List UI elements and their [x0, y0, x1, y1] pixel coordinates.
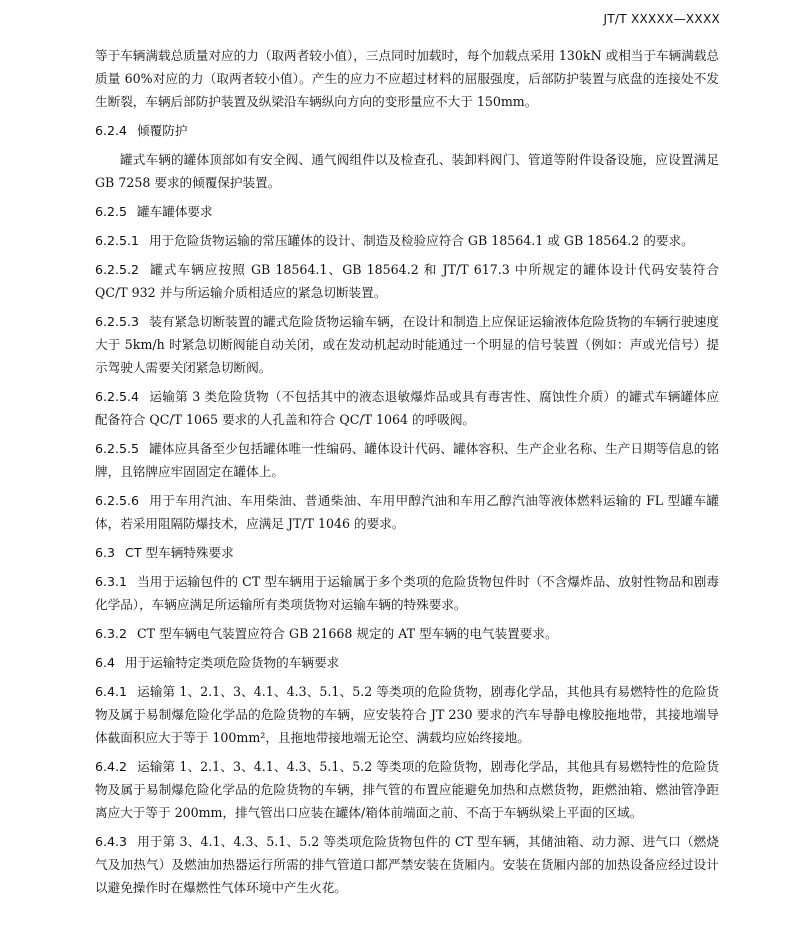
paragraph-text: 用于车用汽油、车用柴油、普通柴油、车用甲醇汽油和车用乙醇汽油等液体燃料运输的 FL 型罐车罐体，若采用阻隔防爆技术，应满足 JT/T 1046 的要求。 — [95, 493, 719, 531]
paragraph — [95, 385, 719, 431]
paragraph-text: 用于第 3、4.1、4.3、5.1、5.2 等类项危险货物包件的 CT 型车辆，其储油箱、动力源、进气口（燃烧气及加热气）及燃油加热器运行所需的排气管道口都严禁安装在货厢内。安装在货厢内部的加热设备应经过设计以避免操作时在爆燃性气体环境中产生火花。 — [95, 834, 719, 895]
clause-number: 6.3 — [95, 545, 116, 560]
clause-number: 6.3.1 — [95, 574, 128, 589]
clause-number: 6.3.2 — [95, 626, 128, 641]
paragraph — [95, 310, 719, 379]
clause-number: 6.4.2 — [95, 759, 128, 774]
clause-number: 6.2.5.6 — [95, 493, 140, 508]
clause-number: 6.2.5.3 — [95, 314, 140, 329]
section-heading — [95, 651, 719, 674]
heading-text: CT 型车辆特殊要求 — [125, 545, 234, 560]
section-heading — [95, 200, 719, 223]
paragraph — [95, 489, 719, 535]
clause-number: 6.4.1 — [95, 684, 128, 699]
paragraph — [95, 622, 719, 645]
clause-number: 6.2.5.2 — [95, 262, 140, 277]
paragraph-text: 装有紧急切断装置的罐式危险货物运输车辆，在设计和制造上应保证运输液体危险货物的车辆行驶速度大于 5km/h 时紧急切断阀能自动关闭，或在发动机起动时能通过一个明显的信号装置（例如：声或光信号）提示驾驶人需要关闭紧急切断阀。 — [95, 314, 719, 375]
section-heading — [95, 541, 719, 564]
document-code-header: JT/T XXXXX—XXXX — [603, 12, 720, 26]
paragraph-text: CT 型车辆电气装置应符合 GB 21668 规定的 AT 型车辆的电气装置要求。 — [137, 626, 558, 641]
paragraph — [95, 148, 719, 194]
paragraph-text: 罐式车辆的罐体顶部如有安全阀、通气阀组件以及检查孔、装卸料阀门、管道等附件设备设施，应设置满足 GB 7258 要求的倾覆保护装置。 — [95, 152, 719, 190]
heading-text: 用于运输特定类项危险货物的车辆要求 — [125, 655, 340, 670]
heading-text: 罐车罐体要求 — [137, 204, 213, 219]
paragraph-text: 罐式车辆应按照 GB 18564.1、GB 18564.2 和 JT/T 617.3 中所规定的罐体设计代码安装符合 QC/T 932 并与所运输介质相适应的紧急切断装置。 — [95, 262, 719, 300]
paragraph-text: 运输第 3 类危险货物（不包括其中的液态退敏爆炸品或具有毒害性、腐蚀性介质）的罐式车辆罐体应配备符合 QC/T 1065 要求的人孔盖和符合 QC/T 1064 的呼吸阀。 — [95, 389, 719, 427]
document-body — [95, 44, 719, 905]
clause-number: 6.4.3 — [95, 834, 128, 849]
paragraph-text: 运输第 1、2.1、3、4.1、4.3、5.1、5.2 等类项的危险货物，剧毒化学品，其他具有易燃特性的危险货物及属于易制爆危险化学品的危险货物的车辆，排气管的布置应能避免加热和点燃货物，距燃油箱、燃油管净距离应大于等于 200mm，排气管出口应装在罐体/箱体前端面之前、不高于车辆纵梁上平面的区域。 — [95, 759, 719, 820]
clause-number: 6.2.4 — [95, 123, 128, 138]
paragraph-text: 当用于运输包件的 CT 型车辆用于运输属于多个类项的危险货物包件时（不含爆炸品、放射性物品和剧毒化学品），车辆应满足所运输所有类项货物对运输车辆的特殊要求。 — [95, 574, 719, 612]
paragraph — [95, 44, 719, 113]
paragraph — [95, 229, 719, 252]
section-heading — [95, 119, 719, 142]
paragraph — [95, 755, 719, 824]
paragraph — [95, 258, 719, 304]
paragraph — [95, 830, 719, 899]
paragraph — [95, 680, 719, 749]
paragraph — [95, 437, 719, 483]
clause-number: 6.2.5.4 — [95, 389, 140, 404]
paragraph-text: 运输第 1、2.1、3、4.1、4.3、5.1、5.2 等类项的危险货物，剧毒化学品，其他具有易燃特性的危险货物及属于易制爆危险化学品的危险货物的车辆，应安装符合 JT 230 要求的汽车导静电橡胶拖地带，其接地端导体截面积应大于等于 100mm²，且拖地带接地端无论空、满载均应始终接地。 — [95, 684, 719, 745]
clause-number: 6.2.5 — [95, 204, 128, 219]
paragraph — [95, 570, 719, 616]
paragraph-text: 罐体应具备至少包括罐体唯一性编码、罐体设计代码、罐体容积、生产企业名称、生产日期等信息的铭牌，且铭牌应牢固固定在罐体上。 — [95, 441, 719, 479]
clause-number: 6.2.5.1 — [95, 233, 140, 248]
paragraph-text: 用于危险货物运输的常压罐体的设计、制造及检验应符合 GB 18564.1 或 GB 18564.2 的要求。 — [149, 233, 694, 248]
heading-text: 倾覆防护 — [137, 123, 188, 138]
clause-number: 6.4 — [95, 655, 116, 670]
clause-number: 6.2.5.5 — [95, 441, 140, 456]
paragraph-text: 等于车辆满载总质量对应的力（取两者较小值），三点同时加载时，每个加载点采用 130kN 或相当于车辆满载总质量 60%对应的力（取两者较小值）。产生的应力不应超过材料的屈服强度，后部防护装置与底盘的连接处不发生断裂，车辆后部防护装置及纵梁沿车辆纵向方向的变形量应不大于 150mm。 — [95, 48, 719, 109]
